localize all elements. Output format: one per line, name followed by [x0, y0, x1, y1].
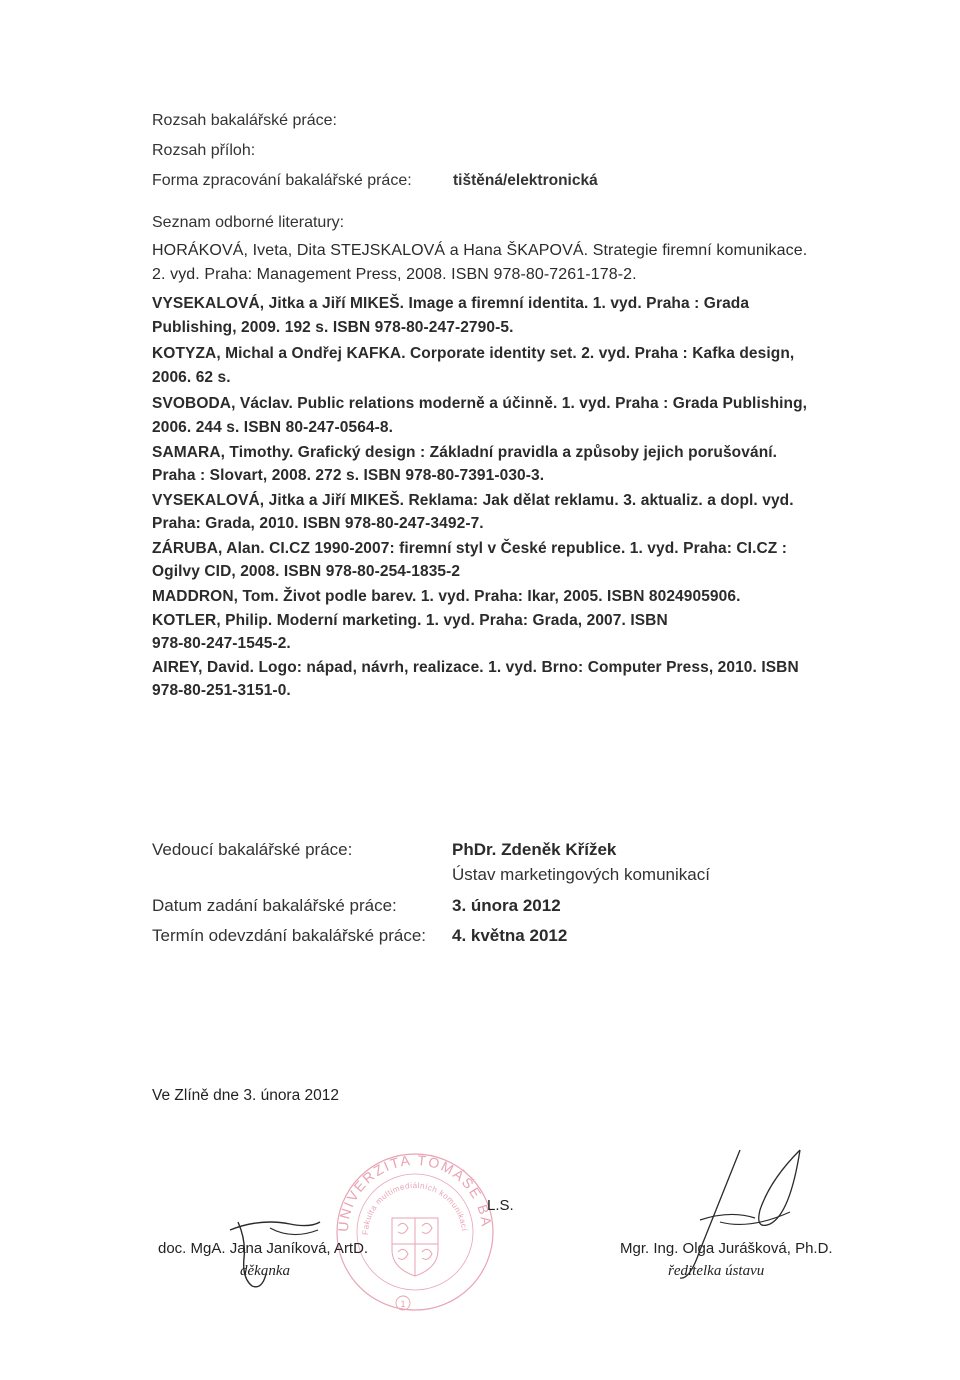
director-name: Mgr. Ing. Olga Jurášková, Ph.D. — [620, 1240, 833, 1257]
reference-line: AIREY, David. Logo: nápad, návrh, realizace. 1. vyd. Brno: Computer Press, 2010. ISBN — [152, 659, 799, 676]
reference-line: 2006. 62 s. — [152, 369, 231, 386]
reference-line: Publishing, 2009. 192 s. ISBN 978-80-247-2790-5. — [152, 319, 514, 336]
reference-line: Praha : Slovart, 2008. 272 s. ISBN 978-80-7391-030-3. — [152, 467, 545, 484]
vedouci-name: PhDr. Zdeněk Křížek — [452, 840, 617, 859]
reference-line: Praha: Grada, 2010. ISBN 978-80-247-3492-7. — [152, 515, 484, 532]
termin-value: 4. května 2012 — [452, 926, 568, 945]
reference-line: SAMARA, Timothy. Grafický design : Základní pravidla a způsoby jejich porušování. — [152, 444, 778, 461]
termin-label: Termín odevzdání bakalářské práce: — [152, 926, 427, 945]
director-title: ředitelka ústavu — [668, 1263, 765, 1279]
reference-line: VYSEKALOVÁ, Jitka a Jiří MIKEŠ. Reklama: Jak dělat reklamu. 3. aktualiz. a dopl. vyd. — [152, 492, 794, 509]
reference-line: MADDRON, Tom. Život podle barev. 1. vyd. Praha: Ikar, 2005. ISBN 8024905906. — [152, 588, 741, 605]
rozsah-prace-label: Rozsah bakalářské práce: — [152, 112, 337, 129]
stamp-number: 1 — [400, 1299, 406, 1309]
reference-line: ZÁRUBA, Alan. CI.CZ 1990-2007: firemní styl v České republice. 1. vyd. Praha: CI.CZ : — [152, 540, 788, 557]
stamp-outer-text: UNIVERZITA TOMÁŠE BATI VE ZLÍNĚ — [323, 1127, 495, 1233]
ls-mark: L.S. — [487, 1197, 514, 1214]
reference-line: 2. vyd. Praha: Management Press, 2008. ISBN 978-80-7261-178-2. — [152, 266, 637, 283]
reference-line: 978-80-247-1545-2. — [152, 635, 291, 652]
vedouci-ustav: Ústav marketingových komunikací — [452, 865, 710, 884]
coat-of-arms-icon — [392, 1218, 438, 1276]
reference-line: KOTLER, Philip. Moderní marketing. 1. vyd. Praha: Grada, 2007. ISBN — [152, 612, 668, 629]
vedouci-label: Vedoucí bakalářské práce: — [152, 840, 353, 859]
forma-value: tištěná/elektronická — [453, 172, 598, 189]
reference-line: KOTYZA, Michal a Ondřej KAFKA. Corporate identity set. 2. vyd. Praha : Kafka design, — [152, 345, 795, 362]
literatura-label: Seznam odborné literatury: — [152, 214, 345, 231]
stamp-inner-text: Fakulta multimediálních komunikací — [360, 1180, 469, 1236]
reference-line: 978-80-251-3151-0. — [152, 682, 291, 699]
svg-text:UNIVERZITA TOMÁŠE BATI VE ZLÍN — [324, 1127, 495, 1232]
rozsah-priloh-label: Rozsah příloh: — [152, 142, 256, 159]
dean-name: doc. MgA. Jana Janíková, ArtD. — [158, 1240, 369, 1257]
reference-line: HORÁKOVÁ, Iveta, Dita STEJSKALOVÁ a Hana ŠKAPOVÁ. Strategie firemní komunikace. — [152, 242, 808, 259]
zadani-label: Datum zadání bakalářské práce: — [152, 896, 397, 915]
place-date: Ve Zlíně dne 3. února 2012 — [152, 1087, 340, 1104]
reference-line: SVOBODA, Václav. Public relations moderně a účinně. 1. vyd. Praha : Grada Publishing, — [152, 395, 808, 412]
official-stamp — [323, 1127, 500, 1310]
forma-label: Forma zpracování bakalářské práce: — [152, 172, 412, 189]
reference-line: 2006. 244 s. ISBN 80-247-0564-8. — [152, 419, 394, 436]
dean-title: děkanka — [240, 1263, 290, 1279]
reference-line: Ogilvy CID, 2008. ISBN 978-80-254-1835-2 — [152, 563, 461, 580]
zadani-value: 3. února 2012 — [452, 896, 561, 915]
reference-line: VYSEKALOVÁ, Jitka a Jiří MIKEŠ. Image a firemní identita. 1. vyd. Praha : Grada — [152, 295, 750, 312]
